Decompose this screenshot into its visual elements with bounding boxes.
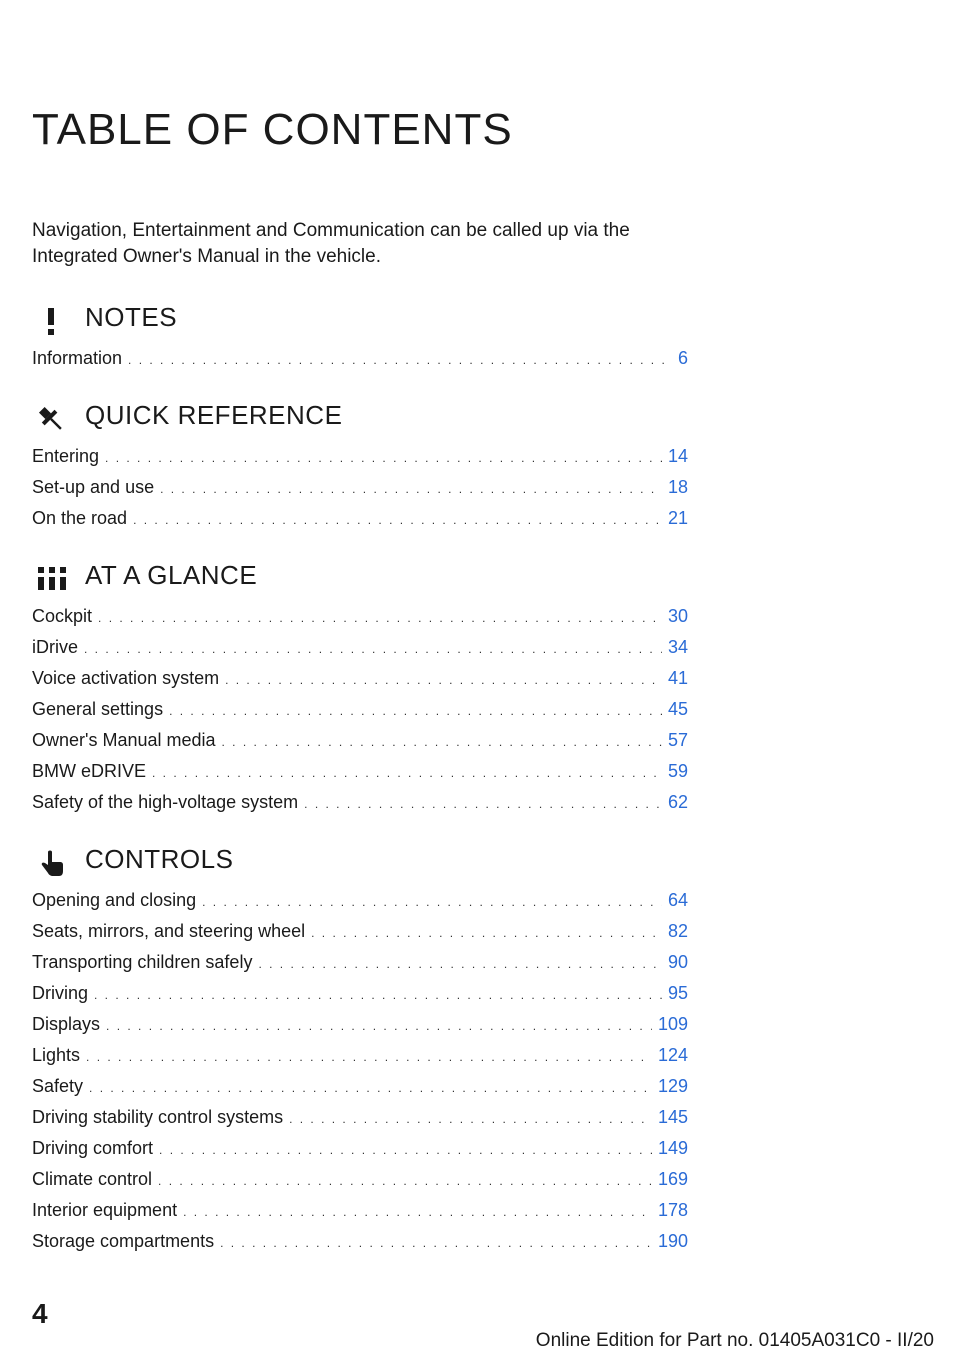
toc-entry-page-link[interactable]: 129 bbox=[657, 1076, 688, 1096]
dot-leader bbox=[106, 1014, 652, 1038]
toc-entry-page-link[interactable]: 21 bbox=[667, 508, 688, 528]
dot-leader bbox=[160, 477, 662, 501]
section-title: CONTROLS bbox=[85, 844, 234, 874]
toc-entry-page-link[interactable]: 169 bbox=[657, 1169, 688, 1189]
dot-leader bbox=[84, 637, 662, 661]
toc-entry-page-link[interactable]: 95 bbox=[667, 983, 688, 1003]
dot-leader bbox=[94, 983, 662, 1007]
toc-entry-page-link[interactable]: 57 bbox=[667, 730, 688, 750]
toc-entry-page-link[interactable]: 90 bbox=[667, 952, 688, 972]
toc-entry-general-settings[interactable] bbox=[32, 697, 688, 728]
section-controls bbox=[32, 838, 688, 1260]
toc-entry-transporting-children-safely[interactable] bbox=[32, 950, 688, 981]
toc-entry-page-link[interactable]: 124 bbox=[657, 1045, 688, 1065]
section-header bbox=[32, 296, 688, 346]
footer-edition-note: Online Edition for Part no. 01405A031C0 - II/20 bbox=[535, 1330, 934, 1351]
dot-leader bbox=[304, 792, 662, 816]
dot-leader bbox=[220, 1231, 652, 1255]
toc-entry-label: Opening and closing bbox=[32, 890, 197, 910]
toc-entry-label: Transporting children safely bbox=[32, 952, 253, 972]
dot-leader bbox=[225, 668, 662, 692]
toc-entry-page-link[interactable]: 178 bbox=[657, 1200, 688, 1220]
dot-leader bbox=[89, 1076, 652, 1100]
toc-entry-page-link[interactable]: 109 bbox=[657, 1014, 688, 1034]
toc-entry-label: On the road bbox=[32, 508, 128, 528]
toc-entry-voice-activation-system[interactable] bbox=[32, 666, 688, 697]
toc-entry-page-link[interactable]: 82 bbox=[667, 921, 688, 941]
toc-entry-displays[interactable] bbox=[32, 1012, 688, 1043]
toc-entry-set-up-and-use[interactable] bbox=[32, 475, 688, 506]
exclamation-icon bbox=[34, 306, 70, 336]
toc-entry-page-link[interactable]: 18 bbox=[667, 477, 688, 497]
toc-list bbox=[32, 444, 688, 537]
toc-entry-label: Safety of the high-voltage system bbox=[32, 792, 299, 812]
dot-leader bbox=[183, 1200, 652, 1224]
toc-entry-label: Seats, mirrors, and steering wheel bbox=[32, 921, 306, 941]
grid-icon bbox=[34, 564, 70, 594]
toc-entry-page-link[interactable]: 45 bbox=[667, 699, 688, 719]
toc-entry-driving-stability-control[interactable] bbox=[32, 1105, 688, 1136]
toc-entry-driving-comfort[interactable] bbox=[32, 1136, 688, 1167]
toc-entry-page-link[interactable]: 145 bbox=[657, 1107, 688, 1127]
toc-entry-label: Driving stability control systems bbox=[32, 1107, 284, 1127]
toc-entry-bmw-edrive[interactable] bbox=[32, 759, 688, 790]
section-at-a-glance bbox=[32, 554, 688, 821]
toc-entry-interior-equipment[interactable] bbox=[32, 1198, 688, 1229]
toc-entry-page-link[interactable]: 64 bbox=[667, 890, 688, 910]
toc-entry-page-link[interactable]: 59 bbox=[667, 761, 688, 781]
section-notes bbox=[32, 296, 688, 377]
toc-entry-label: Entering bbox=[32, 446, 100, 466]
toc-entry-page-link[interactable]: 62 bbox=[667, 792, 688, 812]
page-title: TABLE OF CONTENTS bbox=[32, 105, 513, 154]
dot-leader bbox=[202, 890, 662, 914]
toc-entry-idrive[interactable] bbox=[32, 635, 688, 666]
dot-leader bbox=[86, 1045, 652, 1069]
toc-entry-safety-high-voltage-system[interactable] bbox=[32, 790, 688, 821]
dot-leader bbox=[105, 446, 662, 470]
toc-entry-cockpit[interactable] bbox=[32, 604, 688, 635]
toc-entry-label: Lights bbox=[32, 1045, 81, 1065]
toc-list bbox=[32, 604, 688, 821]
toc-entry-page-link[interactable]: 190 bbox=[657, 1231, 688, 1251]
dot-leader bbox=[159, 1138, 652, 1162]
toc-entry-page-link[interactable]: 41 bbox=[667, 668, 688, 688]
section-header bbox=[32, 554, 688, 604]
toc-entry-label: Climate control bbox=[32, 1169, 153, 1189]
dot-leader bbox=[152, 761, 662, 785]
pushpin-icon bbox=[34, 404, 70, 434]
toc-list bbox=[32, 888, 688, 1260]
toc-entry-page-link[interactable]: 6 bbox=[677, 348, 688, 368]
toc-entry-safety[interactable] bbox=[32, 1074, 688, 1105]
toc-entry-information[interactable] bbox=[32, 346, 688, 377]
hand-pointer-icon bbox=[34, 848, 70, 878]
toc-entry-label: Storage compartments bbox=[32, 1231, 215, 1251]
section-title: QUICK REFERENCE bbox=[85, 400, 343, 430]
toc-entry-page-link[interactable]: 149 bbox=[657, 1138, 688, 1158]
dot-leader bbox=[128, 348, 672, 372]
page-number: 4 bbox=[32, 1298, 48, 1329]
toc-entry-label: iDrive bbox=[32, 637, 79, 657]
dot-leader bbox=[158, 1169, 652, 1193]
toc-entry-opening-and-closing[interactable] bbox=[32, 888, 688, 919]
section-quick-reference bbox=[32, 394, 688, 537]
dot-leader bbox=[222, 730, 662, 754]
dot-leader bbox=[258, 952, 662, 976]
dot-leader bbox=[289, 1107, 652, 1131]
toc-entry-lights[interactable] bbox=[32, 1043, 688, 1074]
toc-entry-label: Set-up and use bbox=[32, 477, 155, 497]
toc-entry-seats-mirrors-steering-wheel[interactable] bbox=[32, 919, 688, 950]
dot-leader bbox=[169, 699, 662, 723]
toc-entry-page-link[interactable]: 34 bbox=[667, 637, 688, 657]
toc-entry-label: Voice activation system bbox=[32, 668, 220, 688]
toc-entry-label: Displays bbox=[32, 1014, 101, 1034]
toc-entry-label: Safety bbox=[32, 1076, 84, 1096]
toc-entry-owners-manual-media[interactable] bbox=[32, 728, 688, 759]
toc-list bbox=[32, 346, 688, 377]
toc-entry-label: Owner's Manual media bbox=[32, 730, 216, 750]
toc-entry-label: Interior equipment bbox=[32, 1200, 178, 1220]
section-title: AT A GLANCE bbox=[85, 560, 258, 590]
toc-entry-entering[interactable] bbox=[32, 444, 688, 475]
toc-entry-page-link[interactable]: 14 bbox=[667, 446, 688, 466]
toc-entry-on-the-road[interactable] bbox=[32, 506, 688, 537]
toc-entry-driving[interactable] bbox=[32, 981, 688, 1012]
toc-entry-storage-compartments[interactable] bbox=[32, 1229, 688, 1260]
toc-entry-page-link[interactable]: 30 bbox=[667, 606, 688, 626]
toc-entry-label: Driving comfort bbox=[32, 1138, 154, 1158]
toc-entry-climate-control[interactable] bbox=[32, 1167, 688, 1198]
intro-paragraph: Navigation, Entertainment and Communication can be called up via the Integrated Owner's Manual in the vehicle. bbox=[32, 220, 630, 267]
toc-entry-label: General settings bbox=[32, 699, 164, 719]
toc-entry-label: Information bbox=[32, 348, 123, 368]
section-title: NOTES bbox=[85, 302, 178, 332]
dot-leader bbox=[98, 606, 662, 630]
dot-leader bbox=[311, 921, 662, 945]
toc-entry-label: Cockpit bbox=[32, 606, 93, 626]
section-header bbox=[32, 394, 688, 444]
toc-entry-label: BMW eDRIVE bbox=[32, 761, 147, 781]
section-header bbox=[32, 838, 688, 888]
dot-leader bbox=[133, 508, 662, 532]
toc-entry-label: Driving bbox=[32, 983, 89, 1003]
